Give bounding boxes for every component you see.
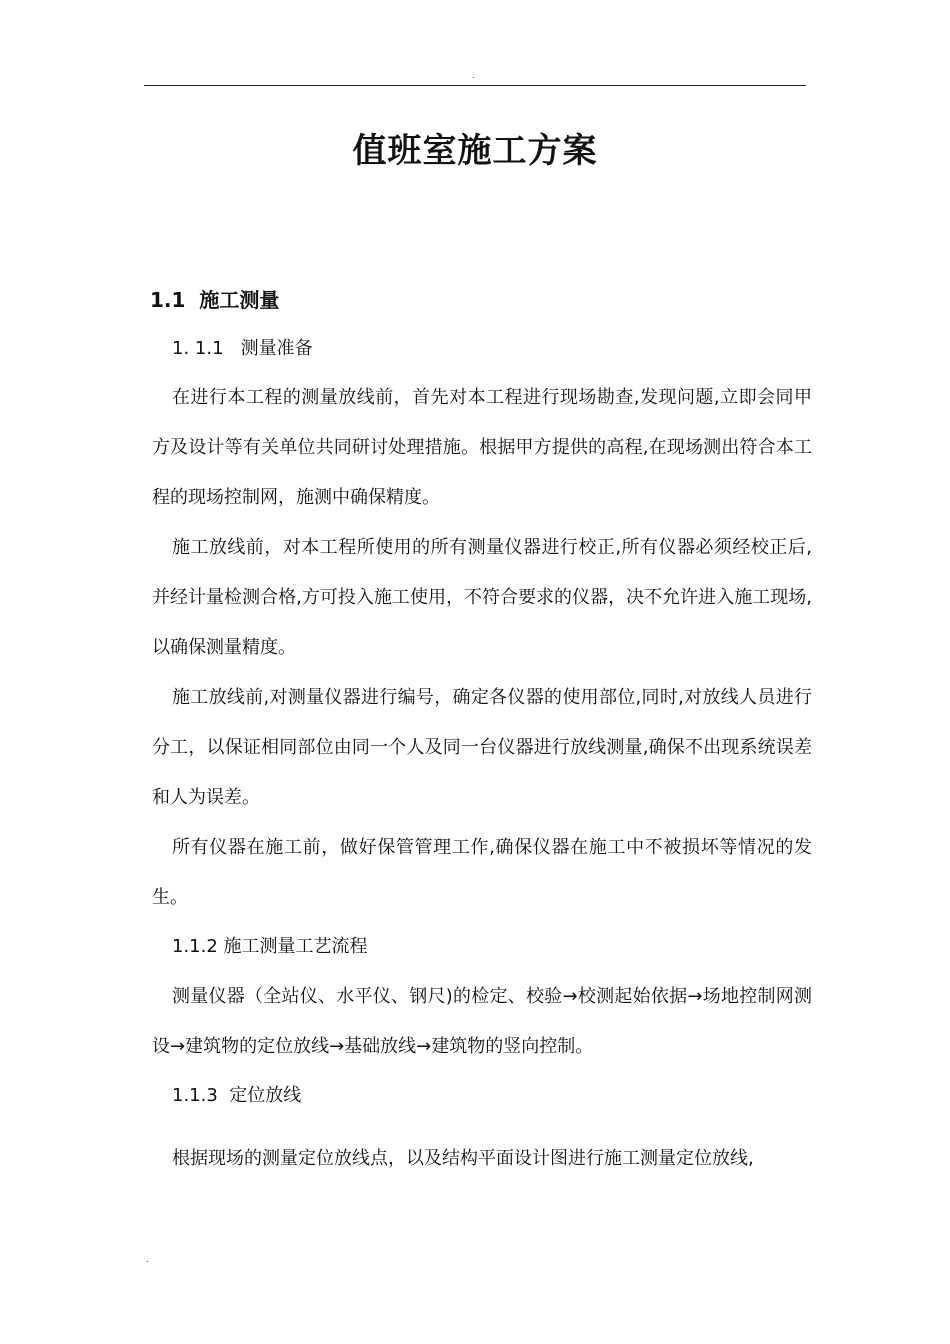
header-mark: .: [472, 71, 475, 80]
subsection-heading-1: 1. 1.1 测量准备: [172, 338, 313, 359]
paragraph-5: 测量仪器（全站仪、水平仪、钢尺)的检定、校验→校测起始依据→场地控制网测设→建筑物的定位放线→基础放线→建筑物的竖向控制。: [152, 986, 812, 1057]
paragraph-3: 施工放线前,对测量仪器进行编号，确定各仪器的使用部位,同时,对放线人员进行分工，以保证相同部位由同一个人及同一台仪器进行放线测量,确保不出现系统误差和人为误差。: [152, 687, 812, 808]
subsection-heading-3: 1.1.3 定位放线: [172, 1085, 302, 1106]
footer-mark: .: [146, 1255, 149, 1264]
section-heading: 1.1 施工测量: [150, 288, 280, 312]
paragraph-4: 所有仪器在施工前，做好保管管理工作,确保仪器在施工中不被损坏等情况的发生。: [152, 837, 812, 908]
paragraph-1: 在进行本工程的测量放线前，首先对本工程进行现场勘查,发现问题,立即会同甲方及设计等有关单位共同研讨处理措施。根据甲方提供的高程,在现场测出符合本工程的现场控制网，施测中确保精度。: [152, 387, 812, 508]
paragraph-6: 根据现场的测量定位放线点，以及结构平面设计图进行施工测量定位放线,: [172, 1148, 754, 1169]
document-title: 值班室施工方案: [352, 131, 598, 171]
paragraph-2: 施工放线前，对本工程所使用的所有测量仪器进行校正,所有仪器必须经校正后,并经计量检测合格,方可投入施工使用，不符合要求的仪器，决不允许进入施工现场,以确保测量精度。: [152, 537, 812, 658]
header-rule: [144, 85, 806, 86]
subsection-heading-2: 1.1.2 施工测量工艺流程: [172, 936, 368, 957]
